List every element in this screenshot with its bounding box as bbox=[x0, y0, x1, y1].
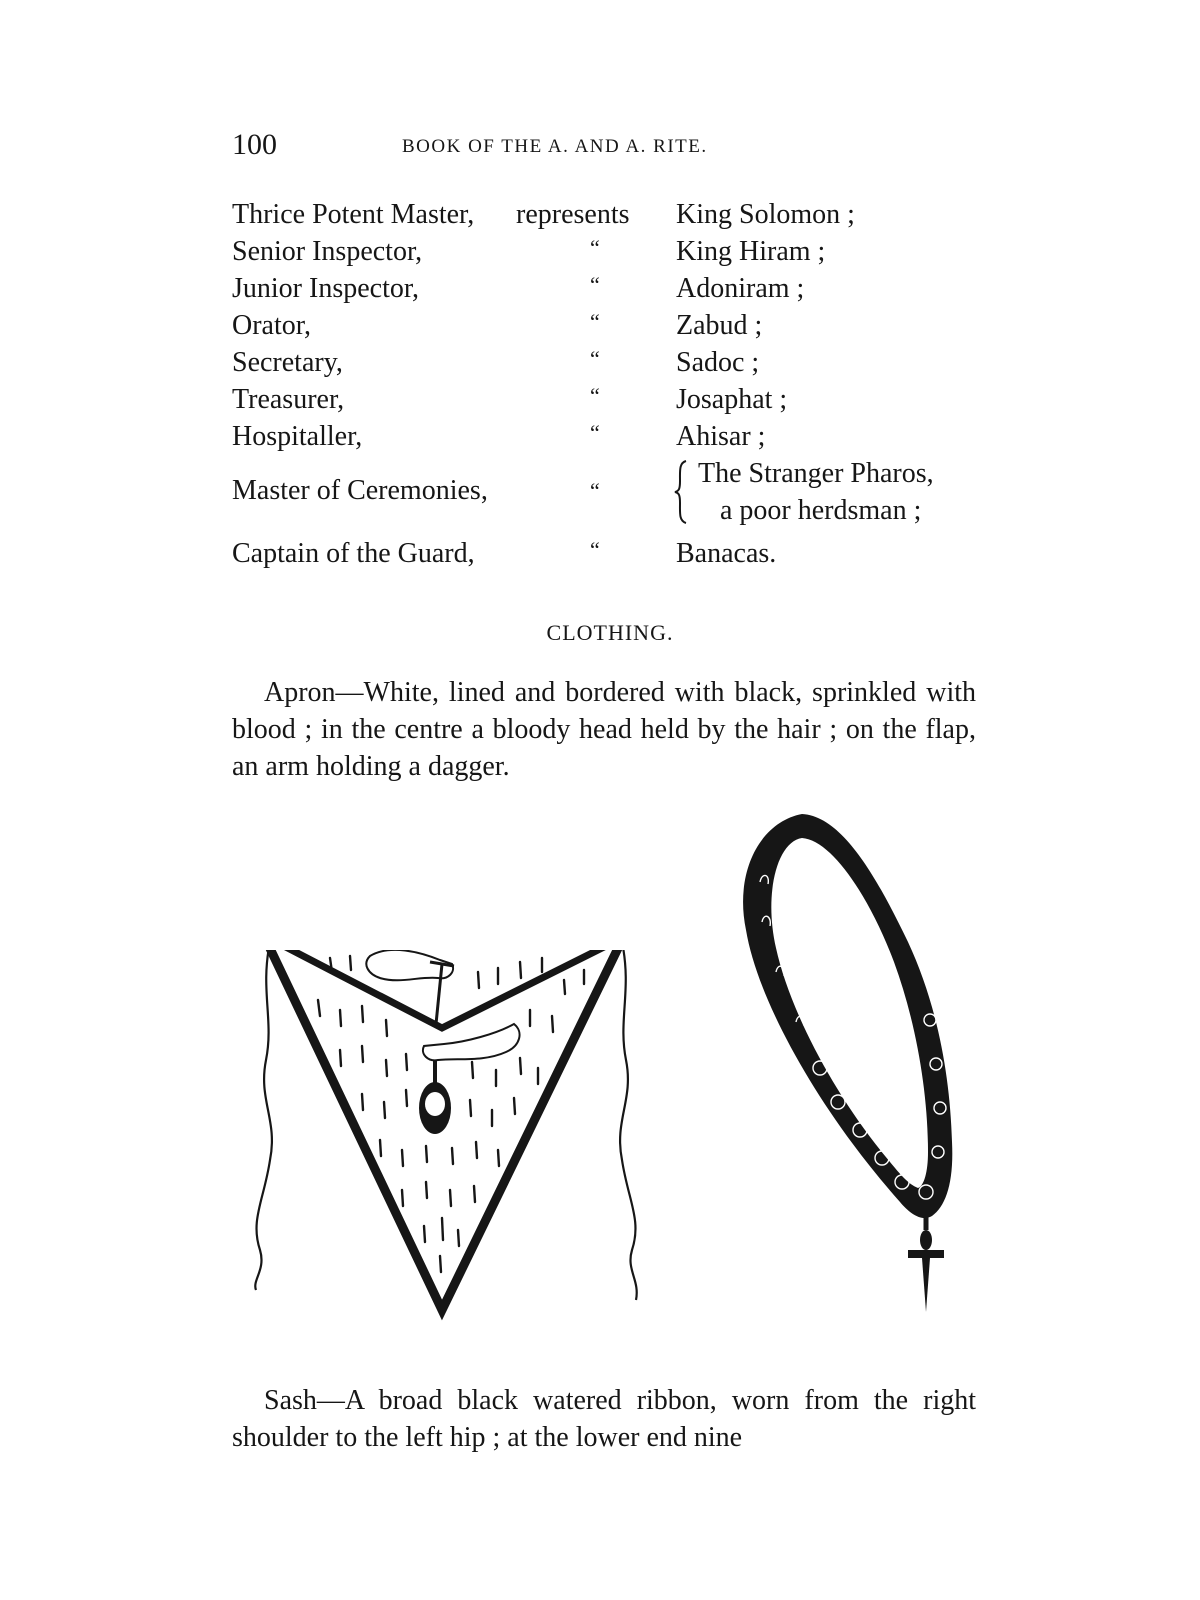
section-heading: CLOTHING. bbox=[546, 620, 674, 645]
officer-title: Treasurer, bbox=[232, 384, 345, 415]
represented-person: Ahisar ; bbox=[676, 421, 766, 452]
officer-row bbox=[232, 270, 992, 307]
officers-list bbox=[232, 196, 992, 572]
officer-row bbox=[232, 344, 992, 381]
officer-title: Master of Ceremonies, bbox=[232, 475, 488, 506]
represented-person: King Hiram ; bbox=[676, 236, 826, 267]
officer-row bbox=[232, 196, 992, 233]
sash-description: Sash—A broad black watered ribbon, worn from the right shoulder to the left hip ; at the lower end nine bbox=[232, 1385, 976, 1453]
page-number: 100 bbox=[232, 128, 277, 161]
represented-person: Sadoc ; bbox=[676, 347, 760, 378]
ditto-mark: “ bbox=[590, 272, 600, 297]
ditto-mark: “ bbox=[590, 537, 600, 562]
page-header bbox=[232, 128, 992, 168]
officer-title: Captain of the Guard, bbox=[232, 538, 475, 569]
ditto-mark: “ bbox=[590, 383, 600, 408]
officer-row bbox=[232, 535, 992, 572]
represented-person: Zabud ; bbox=[676, 310, 763, 341]
represented-person-continued: a poor herdsman ; bbox=[720, 495, 922, 526]
officer-row bbox=[232, 418, 992, 455]
represents-word: represents bbox=[516, 199, 630, 230]
apron-illustration bbox=[230, 950, 660, 1350]
officer-title: Secretary, bbox=[232, 347, 343, 378]
ditto-mark: “ bbox=[590, 346, 600, 371]
ditto-mark: “ bbox=[590, 309, 600, 334]
apron-description: Apron—White, lined and bordered with black, sprinkled with blood ; in the centre a bloody head held by the hair ; on the flap, an arm holding a dagger. bbox=[232, 677, 976, 782]
ditto-mark: “ bbox=[590, 420, 600, 445]
officer-row bbox=[232, 233, 992, 270]
officer-title: Senior Inspector, bbox=[232, 236, 423, 267]
represented-person: King Solomon ; bbox=[676, 199, 855, 230]
officer-title: Thrice Potent Master, bbox=[232, 199, 475, 230]
ditto-mark: “ bbox=[590, 478, 600, 503]
officer-title: Junior Inspector, bbox=[232, 273, 420, 304]
officer-row bbox=[232, 381, 992, 418]
running-head: BOOK OF THE A. AND A. RITE. bbox=[402, 136, 708, 157]
represented-person: Banacas. bbox=[676, 538, 777, 569]
represented-person: Adoniram ; bbox=[676, 273, 805, 304]
officer-title: Hospitaller, bbox=[232, 421, 363, 452]
represented-person: Josaphat ; bbox=[676, 384, 788, 415]
sash-illustration bbox=[740, 812, 985, 1342]
officer-row bbox=[232, 307, 992, 344]
brace-icon bbox=[674, 459, 688, 525]
represented-person: The Stranger Pharos, bbox=[698, 458, 934, 489]
ditto-mark: “ bbox=[590, 235, 600, 260]
officer-title: Orator, bbox=[232, 310, 311, 341]
officer-row-braced bbox=[232, 455, 992, 529]
